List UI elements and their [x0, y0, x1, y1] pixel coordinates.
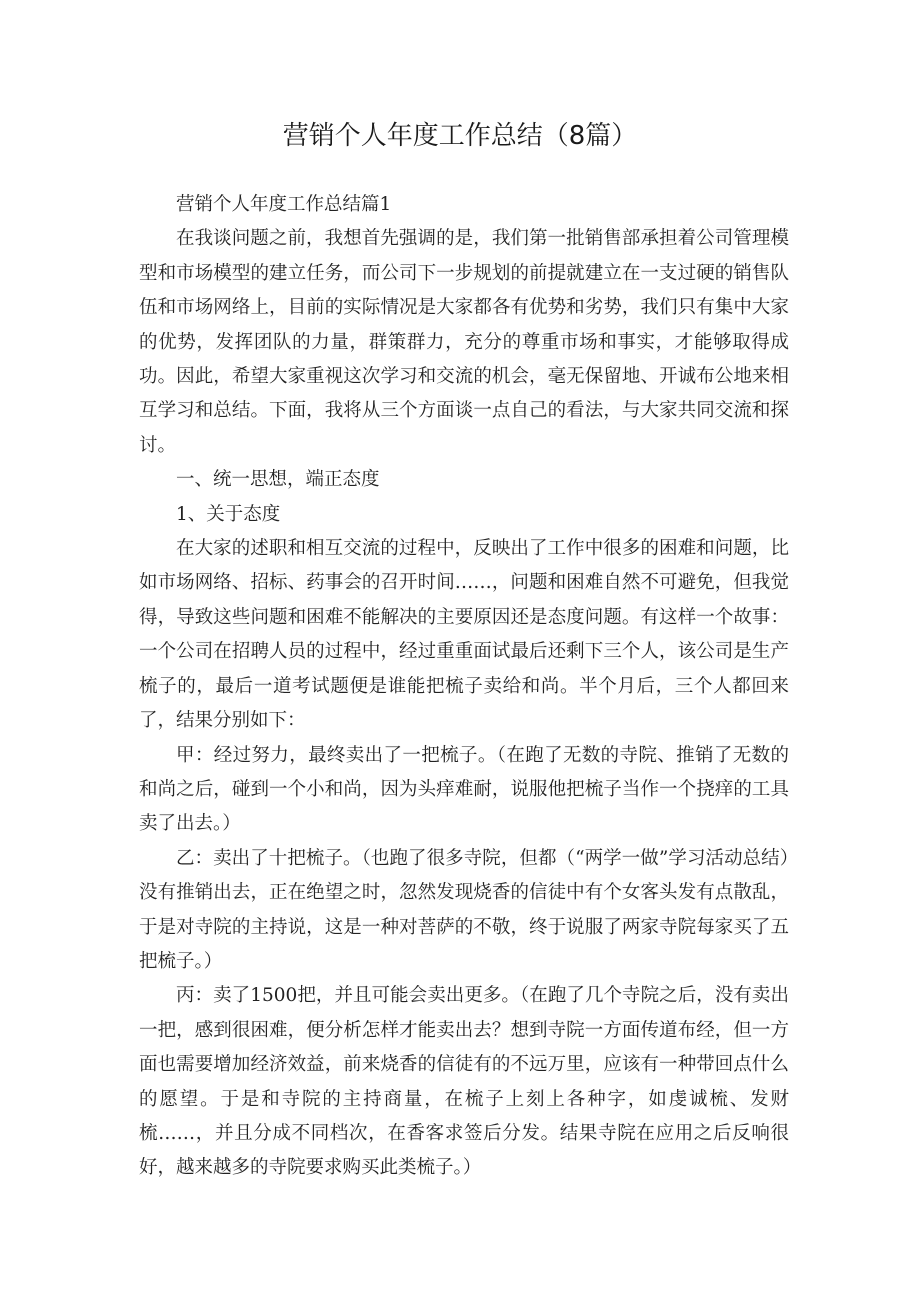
body-paragraph: 在我谈问题之前，我想首先强调的是，我们第一批销售部承担着公司管理模型和市场模型的建立任务，而公司下一步规划的前提就建立在一支过硬的销售队伍和市场网络上，目前的实际情况是大家都各有优势和劣势，我们只有集中大家的优势，发挥团队的力量，群策群力，充分的尊重市场和事实，才能够取得成功。因此，希望大家重视这次学习和交流的机会，毫无保留地、开诚布公地来相互学习和总结。下面，我将从三个方面谈一点自己的看法，与大家共同交流和探讨。 [139, 228, 789, 456]
body-paragraph: 甲：经过努力，最终卖出了一把梳子。（在跑了无数的寺院、推销了无数的和尚之后，碰到一个小和尚，因为头痒难耐，说服他把梳子当作一个挠痒的工具卖了出去。） [139, 744, 789, 835]
document-title: 营销个人年度工作总结（8篇） [282, 121, 638, 151]
subsection-heading: 1、关于态度 [176, 503, 281, 525]
body-paragraph: 丙：卖了1500把，并且可能会卖出更多。（在跑了几个寺院之后，没有卖出一把，感到很困难，便分析怎样才能卖出去？想到寺院一方面传道布经，但一方面也需要增加经济效益，前来烧香的信徒有的不远万里，应该有一种带回点什么的愿望。于是和寺院的主持商量，在梳子上刻上各种字，如虔诚梳、发财梳……，并且分成不同档次，在香客求签后分发。结果寺院在应用之后反响很好，越来越多的寺院要求购买此类梳子。） [139, 985, 789, 1179]
section-heading: 一、统一思想，端正态度 [176, 469, 380, 491]
body-paragraph: 在大家的述职和相互交流的过程中，反映出了工作中很多的困难和问题，比如市场网络、招标、药事会的召开时间……，问题和困难自然不可避免，但我觉得，导致这些问题和困难不能解决的主要原因还是态度问题。有这样一个故事：一个公司在招聘人员的过程中，经过重重面试最后还剩下三个人，该公司是生产梳子的，最后一道考试题便是谁能把梳子卖给和尚。半个月后，三个人都回来了，结果分别如下： [139, 538, 789, 732]
section-heading: 营销个人年度工作总结篇1 [176, 194, 392, 215]
document-body [139, 188, 789, 1186]
body-paragraph: 乙：卖出了十把梳子。（也跑了很多寺院，但都（“两学一做”学习活动总结）没有推销出去，正在绝望之时，忽然发现烧香的信徒中有个女客头发有点散乱，于是对寺院的主持说，这是一种对菩萨的不敬，终于说服了两家寺院每家买了五把梳子。） [139, 847, 789, 972]
